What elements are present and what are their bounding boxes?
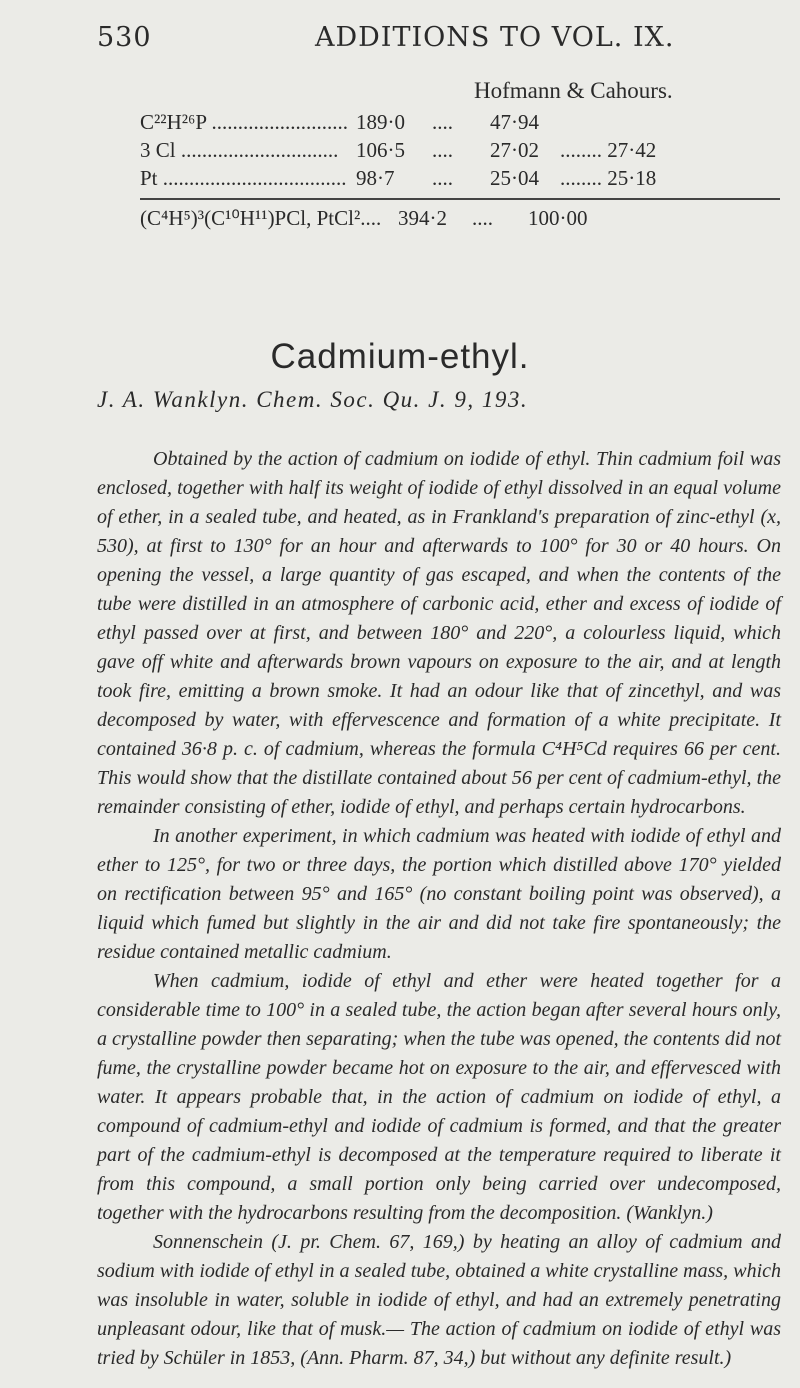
page-number: 530 (97, 22, 152, 53)
found-cell-2: ........ 27·42 (560, 138, 657, 162)
total-value: 100·00 (528, 206, 588, 230)
found-cell: 27·02 (490, 138, 539, 162)
sep-cell: .... (432, 166, 453, 190)
calc-cell: 189·0 (356, 110, 405, 134)
table-total-row (140, 206, 780, 232)
section-title: Cadmium-ethyl. (270, 337, 530, 376)
table-rule (140, 198, 780, 200)
calc-cell: 98·7 (356, 166, 395, 190)
table-row (140, 110, 780, 136)
calc-cell: 106·5 (356, 138, 405, 162)
formula-cell: 3 Cl .............................. (140, 138, 339, 162)
running-head (97, 22, 777, 58)
found-cell-2: ........ 25·18 (560, 166, 657, 190)
body-text (97, 445, 781, 1373)
running-title: ADDITIONS TO VOL. IX. (315, 22, 675, 53)
authors-heading: Hofmann & Cahours. (474, 78, 673, 103)
table-row (140, 138, 780, 164)
total-formula: (C⁴H⁵)³(C¹⁰H¹¹)PCl, PtCl².... (140, 206, 382, 230)
sep-cell: .... (432, 138, 453, 162)
found-cell: 47·94 (490, 110, 539, 134)
sep-cell: .... (432, 110, 453, 134)
total-sep: .... (472, 206, 493, 230)
total-calc: 394·2 (398, 206, 447, 230)
paragraph: In another experiment, in which cadmium was heated with iodide of ethyl and ether to 125°, for two or three days, the portion which distilled above 170° yielded on rectification between 95° and 165° (no constant boiling point was observed), a liquid which fumed but slightly in the air and did not take fire spontaneously; the residue contained metallic cadmium. (97, 825, 781, 963)
formula-cell: Pt ................................... (140, 166, 347, 190)
paragraph: When cadmium, iodide of ethyl and ether were heated together for a considerable time to 100° in a sealed tube, the action began after several hours only, a crystalline powder then separating; when the tube was opened, the contents did not fume, the crystalline powder became hot on exposure to the air, and effervesced with water. It appears probable that, in the action of cadmium on iodide of ethyl, a compound of cadmium-ethyl and iodide of cadmium is formed, and that the greater part of the cadmium-ethyl is decomposed at the temperature required to liberate it from this compound, a small portion only being carried over undecomposed, together with the hydrocarbons resulting from the decomposition. (Wanklyn.) (97, 970, 781, 1224)
paragraph: Sonnenschein (J. pr. Chem. 67, 169,) by heating an alloy of cadmium and sodium with iodide of ethyl in a sealed tube, obtained a white crystalline mass, which was insoluble in water, soluble in iodide of ethyl, and had an extremely penetrating unpleasant odour, like that of musk.— The action of cadmium on iodide of ethyl was tried by Schüler in 1853, (Ann. Pharm. 87, 34,) but without any definite result.) (97, 1231, 781, 1369)
formula-cell: C²²H²⁶P .......................... (140, 110, 349, 134)
found-cell: 25·04 (490, 166, 539, 190)
paragraph: Obtained by the action of cadmium on iodide of ethyl. Thin cadmium foil was enclosed, together with half its weight of iodide of ethyl dissolved in an equal volume of ether, in a sealed tube, and heated, as in Frankland's preparation of zinc-ethyl (x, 530), at first to 130° for an hour and afterwards to 100° for 30 or 40 hours. On opening the vessel, a large quantity of gas escaped, and when the contents of the tube were distilled in an atmosphere of carbonic acid, ether and excess of iodide of ethyl passed over at first, and between 180° and 220°, a colourless liquid, which gave off white and afterwards brown vapours on exposure to the air, and at length took fire, emitting a brown smoke. It had an odour like that of zincethyl, and was decomposed by water, with effervescence and formation of a white precipitate. It contained 36·8 p. c. of cadmium, whereas the formula C⁴H⁵Cd requires 66 per cent. This would show that the distillate contained about 56 per cent of cadmium-ethyl, the remainder consisting of ether, iodide of ethyl, and perhaps certain hydrocarbons. (97, 448, 781, 818)
table-row (140, 166, 780, 192)
citation: J. A. Wanklyn. Chem. Soc. Qu. J. 9, 193. (97, 387, 529, 412)
